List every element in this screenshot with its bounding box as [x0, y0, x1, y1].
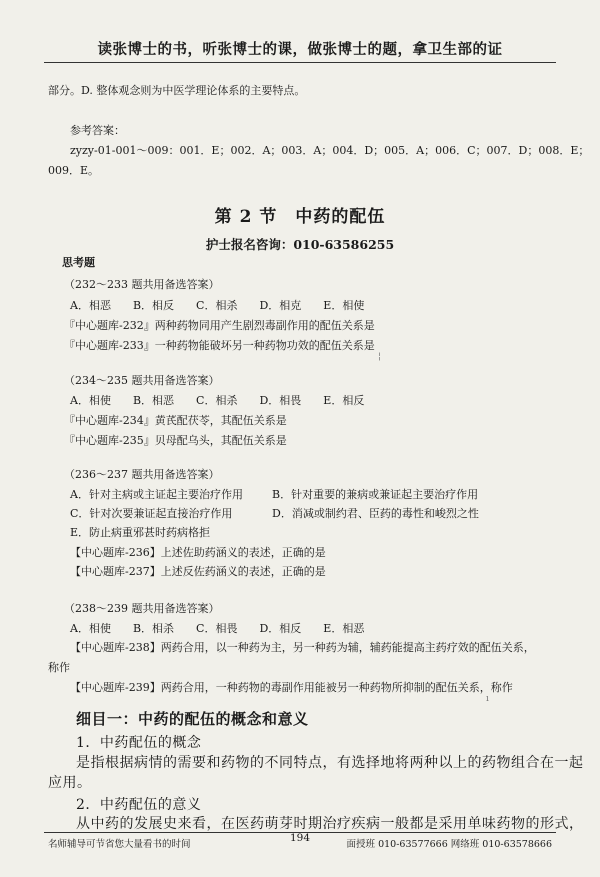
subsection-title: 细目一：中药的配伍的概念和意义: [76, 710, 309, 728]
group-header: （232～233 题共用备选答案）: [64, 278, 220, 291]
option: A．针对主病或主证起主要治疗作用: [70, 488, 243, 501]
paragraph-line: 从中药的发展史来看，在医药萌芽时期治疗疾病一般都是采用单味药物的形式，: [76, 816, 584, 832]
question-234: 『中心题库-234』黄芪配茯苓，其配伍关系是: [64, 414, 287, 427]
option: B．相反: [132, 299, 175, 312]
option: D．相反: [259, 622, 302, 635]
option: A．相使: [70, 394, 111, 407]
option: E．防止病重邪甚时药病格拒: [70, 526, 211, 539]
paragraph-line: 应用。: [48, 775, 92, 791]
option: B．针对重要的兼病或兼证起主要治疗作用: [272, 488, 479, 501]
option: D．相畏: [259, 394, 302, 407]
page-number: 194: [289, 832, 311, 844]
option: E．相恶: [323, 622, 365, 635]
question-238: 【中心题库-238】两药合用，以一种药为主，另一种药为辅，辅药能提高主药疗效的配伍关系，: [70, 641, 535, 654]
option-list: [70, 297, 386, 313]
option: E．相反: [323, 394, 365, 407]
page-header: 读张博士的书，听张博士的课，做张博士的题，拿卫生部的证: [97, 41, 503, 58]
subsection-heading-1: 1．中药配伍的概念: [76, 735, 202, 751]
paragraph-line: 是指根据病情的需要和药物的不同特点，有选择地将两种以上的药物组合在一起: [76, 755, 584, 771]
think-label: 思考题: [62, 256, 95, 269]
footer-right-text: 面授班 010-63577666 网络班 010-63578666: [346, 839, 552, 850]
option: E．相使: [323, 299, 365, 312]
answers-line-2: 009．E。: [48, 164, 100, 177]
option: D．消减或制约君、臣药的毒性和峻烈之性: [272, 507, 479, 520]
section-subtitle: 护士报名咨询：010-63586255: [205, 237, 395, 252]
question-232: 『中心题库-232』两种药物同用产生剧烈毒副作用的配伍关系是: [64, 319, 375, 332]
option-list: [70, 620, 386, 636]
option: C．针对次要兼证起直接治疗作用: [70, 507, 233, 520]
intro-line: 部分。D. 整体观念则为中医学理论体系的主要特点。: [48, 84, 306, 97]
option: A．相恶: [70, 299, 111, 312]
option: C．相畏: [196, 622, 238, 635]
question-238-continued: 称作: [48, 661, 70, 674]
answers-line-1: zyzy-01-001～009：001．E；002．A；003．A；004．D；005．A；006．C；007．D；008．E；: [70, 144, 590, 157]
option: C．相杀: [196, 299, 238, 312]
reference-answer-label: 参考答案：: [70, 124, 125, 137]
option: A．相使: [70, 622, 111, 635]
question-235: 『中心题库-235』贝母配乌头，其配伍关系是: [64, 434, 287, 447]
footer-left-text: 名师辅导可节省您大量看书的时间: [48, 839, 191, 850]
group-header: （238～239 题共用备选答案）: [64, 602, 220, 615]
question-239: 【中心题库-239】两药合用，一种药物的毒副作用能被另一种药物所抑制的配伍关系，称作: [70, 681, 513, 694]
option: B．相恶: [132, 394, 175, 407]
option-list: [70, 392, 386, 408]
subsection-heading-2: 2．中药配伍的意义: [76, 797, 202, 813]
section-title: 第 2 节 中药的配伍: [214, 207, 386, 227]
group-header: （236～237 题共用备选答案）: [64, 468, 220, 481]
option: C．相杀: [196, 394, 238, 407]
option: B．相杀: [132, 622, 175, 635]
stray-mark: ı: [486, 694, 489, 704]
group-header: （234～235 题共用备选答案）: [64, 374, 220, 387]
question-236: 【中心题库-236】上述佐助药涵义的表述，正确的是: [70, 546, 326, 559]
option: D．相克: [259, 299, 302, 312]
question-233: 『中心题库-233』一种药物能破坏另一种药物功效的配伍关系是: [64, 339, 375, 352]
stray-mark: ¦: [378, 352, 382, 362]
header-divider: [44, 62, 556, 63]
question-237: 【中心题库-237】上述反佐药涵义的表述，正确的是: [70, 565, 326, 578]
